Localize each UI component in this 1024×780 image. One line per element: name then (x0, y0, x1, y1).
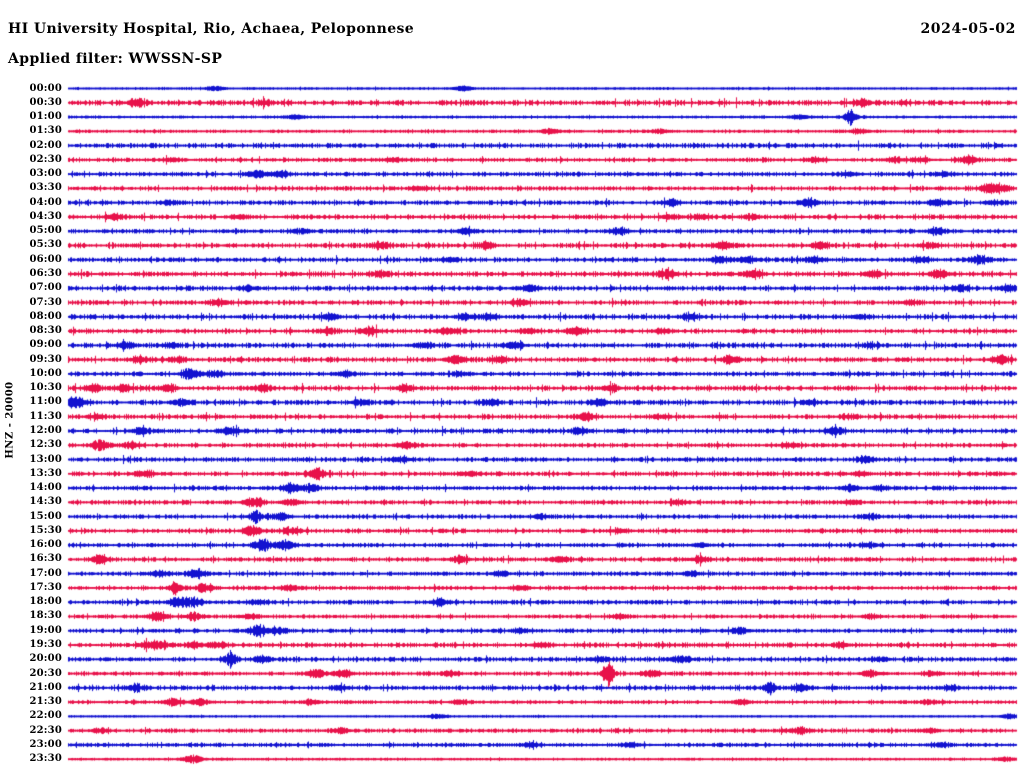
row-time-label: 08:30 (29, 325, 62, 337)
applied-filter-label: Applied filter: WWSSN-SP (8, 51, 223, 67)
row-time-label: 11:00 (29, 396, 62, 408)
row-time-label: 15:30 (29, 524, 62, 536)
row-time-label: 09:00 (29, 339, 62, 351)
row-time-label: 17:00 (29, 567, 62, 579)
row-time-label: 16:00 (29, 539, 62, 551)
row-time-label: 14:30 (29, 496, 62, 508)
row-time-label: 02:00 (29, 139, 62, 151)
station-title: HI University Hospital, Rio, Achaea, Peloponnese (8, 21, 415, 37)
row-time-label: 13:30 (29, 467, 62, 479)
row-time-label: 04:00 (29, 196, 62, 208)
row-time-label: 11:30 (29, 410, 62, 422)
row-time-label: 18:30 (29, 610, 62, 622)
row-time-label: 03:30 (29, 182, 62, 194)
row-time-label: 05:00 (29, 225, 62, 237)
channel-scale-label: HNZ - 20000 (4, 381, 16, 459)
row-time-label: 20:00 (29, 653, 62, 665)
row-time-label: 21:00 (29, 681, 62, 693)
row-time-label: 00:30 (29, 96, 62, 108)
row-time-label: 14:00 (29, 482, 62, 494)
row-time-label: 10:30 (29, 382, 62, 394)
row-time-label: 13:00 (29, 453, 62, 465)
row-time-label: 22:00 (29, 710, 62, 722)
row-time-label: 23:30 (29, 753, 62, 765)
row-time-label: 12:00 (29, 424, 62, 436)
row-time-label: 15:00 (29, 510, 62, 522)
row-time-label: 16:30 (29, 553, 62, 565)
row-time-label: 01:00 (29, 111, 62, 123)
row-time-label: 19:30 (29, 639, 62, 651)
row-time-label: 06:00 (29, 253, 62, 265)
row-time-label: 08:00 (29, 310, 62, 322)
row-time-label: 10:00 (29, 367, 62, 379)
row-time-label: 18:00 (29, 596, 62, 608)
row-time-label: 03:00 (29, 168, 62, 180)
row-time-label: 22:30 (29, 724, 62, 736)
row-time-label: 12:30 (29, 439, 62, 451)
row-time-label: 02:30 (29, 153, 62, 165)
row-time-label: 01:30 (29, 125, 62, 137)
row-time-label: 05:30 (29, 239, 62, 251)
row-time-label: 07:00 (29, 282, 62, 294)
row-time-label: 20:30 (29, 667, 62, 679)
row-time-label: 07:30 (29, 296, 62, 308)
row-time-label: 17:30 (29, 581, 62, 593)
row-time-label: 04:30 (29, 210, 62, 222)
row-time-label: 00:00 (29, 82, 62, 94)
row-time-label: 21:30 (29, 696, 62, 708)
row-time-label: 23:00 (29, 738, 62, 750)
row-time-label: 19:00 (29, 624, 62, 636)
date-label: 2024-05-02 (920, 21, 1016, 37)
row-time-label: 09:30 (29, 353, 62, 365)
row-time-label: 06:30 (29, 268, 62, 279)
